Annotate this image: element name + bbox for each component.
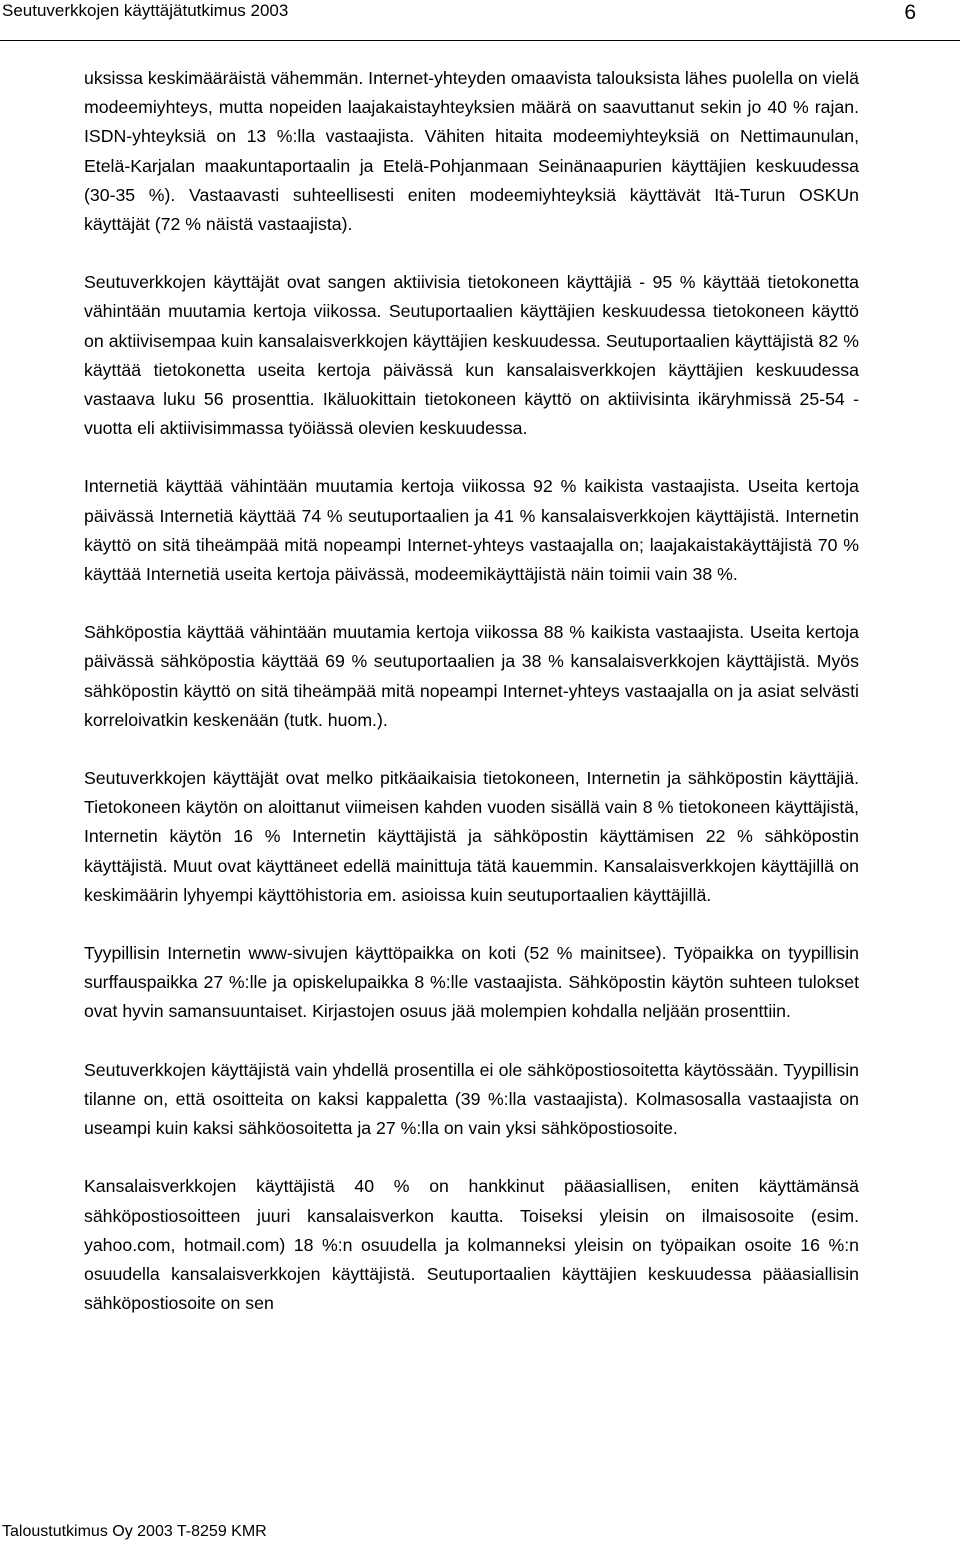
- paragraph-address-source: Kansalaisverkkojen käyttäjistä 40 % on hankkinut pääasiallisen, eniten käyttämänsä sähköpostiosoitteen juuri kansalaisverkon kautta. Toiseksi yleisin on ilmaisosoite (esim. yahoo.com, hotmail.com) 18 %:n osuudella ja kolmanneksi yleisin on työpaikan osoite 16 %:n osuudella kansalaisverkkojen käyttäjistä. Seutuportaalien käyttäjien keskuudessa pääasiallisin sähköpostiosoite on sen: [84, 1176, 859, 1314]
- paragraph-email-addresses: Seutuverkkojen käyttäjistä vain yhdellä prosentilla ei ole sähköpostiosoitetta käytössään. Tyypillisin tilanne on, että osoitteita on kaksi kappaletta (39 %:lla vastaajista). Kolmasosalla vastaajista on useampi kuin kaksi sähköosoitetta ja 27 %:lla on vain yksi sähköpostiosoite.: [84, 1059, 859, 1139]
- paragraph-connection-types: uksissa keskimääräistä vähemmän. Internet-yhteyden omaavista talouksista lähes puolella on vielä modeemiyhteys, mutta nopeiden laajakaistayhteyksien määrä on saavuttanut sekin jo 40 % rajan. ISDN-yhteyksiä on 13 %:lla vastaajista. Vähiten hitaita modeemiyhteyksiä on Nettimaunulan, Etelä-Karjalan maakuntaportaalin ja Etelä-Pohjanmaan Seinänaapurien käyttäjien keskuudessa (30-35 %). Vastaavasti suhteellisesti eniten modeemiyhteyksiä käyttävät Itä-Turun OSKUn käyttäjät (72 % näistä vastaajista).: [84, 68, 859, 235]
- body-text: [84, 64, 859, 1347]
- header-divider: [0, 40, 960, 41]
- page-header: [0, 0, 960, 40]
- paragraph-computer-use: Seutuverkkojen käyttäjät ovat sangen aktiivisia tietokoneen käyttäjiä - 95 % käyttää tietokonetta vähintään muutamia kertoja viikossa. Seutuportaalien käyttäjien keskuudessa tietokoneen käyttö on aktiivisempaa kuin kansalaisverkkojen käyttäjien keskuudessa. Seutuportaalien käyttäjistä 82 % käyttää tietokonetta useita kertoja päivässä kun kansalaisverkkojen käyttäjien keskuudessa vastaava luku 56 prosenttia. Ikäluokittain tietokoneen käyttö on aktiivisinta ikäryhmissä 25-54 -vuotta eli aktiivisimmassa työiässä olevien keskuudessa.: [84, 272, 859, 439]
- paragraph-internet-use: Internetiä käyttää vähintään muutamia kertoja viikossa 92 % kaikista vastaajista. Useita kertoja päivässä Internetiä käyttää 74 % seutuportaalien ja 41 % kansalaisverkkojen käyttäjistä. Internetin käyttö on sitä tiheämpää mitä nopeampi Internet-yhteys vastaajalla on; laajakaistakäyttäjistä 70 % käyttää Internetiä useita kertoja päivässä, modeemikäyttäjistä näin toimii vain 38 %.: [84, 476, 859, 585]
- paragraph-email-use: Sähköpostia käyttää vähintään muutamia kertoja viikossa 88 % kaikista vastaajista. Useita kertoja päivässä sähköpostia käyttää 69 % seutuportaalien ja 38 % kansalaisverkkojen käyttäjistä. Myös sähköpostin käyttö on sitä tiheämpää mitä nopeampi Internet-yhteys vastaajalla on ja asiat selvästi korreloivatkin keskenään (tutk. huom.).: [84, 622, 859, 730]
- page-number: 6: [904, 1, 916, 24]
- page-footer: Taloustutkimus Oy 2003 T-8259 KMR: [2, 1523, 267, 1540]
- running-title: Seutuverkkojen käyttäjätutkimus 2003: [2, 1, 289, 20]
- paragraph-usage-history: Seutuverkkojen käyttäjät ovat melko pitkäaikaisia tietokoneen, Internetin ja sähköpostin käyttäjiä. Tietokoneen käytön on aloittanut viimeisen kahden vuoden sisällä vain 8 % tietokoneen käyttäjistä, Internetin käytön 16 % Internetin käyttäjistä ja sähköpostin käyttämisen 22 % sähköpostin käyttäjistä. Muut ovat käyttäneet edellä mainittuja tätä kauemmin. Kansalaisverkkojen käyttäjillä on keskimäärin lyhyempi käyttöhistoria em. asioissa kuin seutuportaalien käyttäjillä.: [84, 768, 859, 905]
- paragraph-usage-location: Tyypillisin Internetin www-sivujen käyttöpaikka on koti (52 % mainitsee). Työpaikka on tyypillisin surffauspaikka 27 %:lle ja opiskelupaikka 8 %:lle vastaajista. Sähköpostin käytön suhteen tulokset ovat hyvin samansuuntaiset. Kirjastojen osuus jää molempien kohdalla neljään prosenttiin.: [84, 943, 859, 1022]
